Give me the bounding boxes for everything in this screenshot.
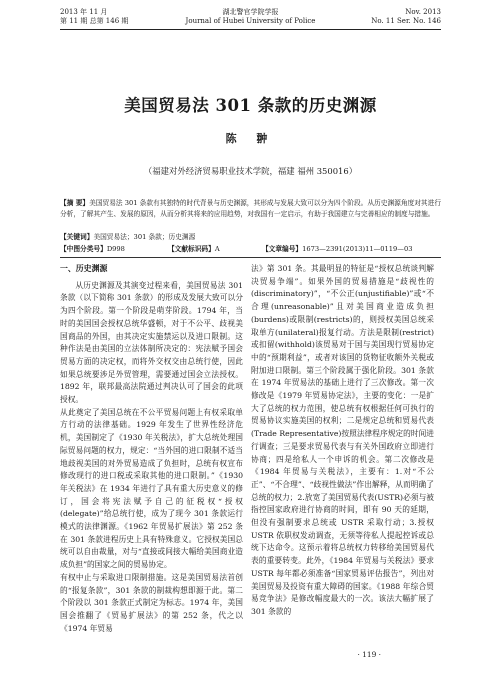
left-column [60,263,243,635]
abstract-label: 【摘 要】 [60,199,90,207]
abstract-rule [60,257,441,258]
header-issue-cn: 第 11 期 总第 146 期 [60,17,129,25]
body-paragraph: 法》第 301 条。其最明显的特征是“授权总统谈判解决贸易争端”。如果外国的贸易措施是“歧视性的(discriminatory)”，“不公正(unjustifiable)”或“不合理(unreasonable)”且对美国商业造成负担(burdens)或限制(restricts)的，则授权美国总统采取单方(unilateral)报复行动。方法是限制(restrict)或扣留(withhold)该贸易对于国与美国现行贸易协定中的“预期利益”，或者对该国的货物征收额外关税或附加进口限制。第三个阶段属于强化阶段。301 条款在 1974 年贸易法的基础上进行了三次修改。第一次修改是《1979 年贸易协定法》，主要的变化：一是扩大了总统的权力范围，使总统有权根据任何可执行的贸易协议实施美国的权利；二是规定总统和贸易代表(Trade Representative)按照法律程序规定的时间进行调查；三是要求贸易代表与有关外国政府立即进行协商；四是给私人一个申诉的机会。第二次修改是《1984 年贸易与关税法》，主要有：1.对“不公正”、“不合理”、“歧视性做法”作出解释，从而明确了总统的权力；2.放宽了美国贸易代表(USTR)必须与被指控国家政府进行协商的时间，即有 90 天的延期，但没有强制要求总统或 USTR 采取行动；3.授权 USTR 依职权发动调查，无须等待私人提起控诉或总统下达命令。这预示着将总统权力转移给美国贸易代表的重要转变。此外，《1984 年贸易与关税法》要求 USTR 每年都必须准备“国家贸易评估报告”，列出对美国贸易及投资有重大障碍的国家。《1988 年综合贸易竞争法》是修改幅度最大的一次。该法大幅扩展了 301 条款的 [251,264,434,616]
article-id: 【文章编号】1673—2391(2013)11—0119—03 [262,245,413,253]
body-paragraph: 从历史渊源及其演变过程来看，美国贸易法 301 条款（以下简称 301 条款）的形成及发展大致可以分为四个阶段。第一个阶段是萌芽阶段。1794 年，当时的美国国会授权总统华盛顿，对于不公平、歧视美国商品的外国，由其决定实施禁运以及进口限制。这种作法是由美国的立法体制所决定的：宪法赋予国会贸易方面的决定权，而将外交权交由总统行使，因此如果总统要涉足外贸管理，需要通过国会立法授权。1892 年，联邦最高法院通过判决认可了国会的此项授权。 [60,280,243,405]
abstract [60,198,441,219]
clc-code: 【中图分类号】D998 [60,245,125,253]
header-journal-en: Journal of Hubei University of Police [185,17,316,25]
abstract-text: 美国贸易法 301 条款有其独特的时代背景与历史渊源，其形成与发展大致可以分为四个阶段。从历史渊源角度对其进行分析，了解其产生、发展的原因，从而分析其将来的应用趋势，对我国有一定启示，有助于我国建立与完善相应的制度与措施。 [60,199,442,218]
header-journal-cn: 湖北警官学院学报 [222,8,279,16]
right-column [251,263,434,619]
body-paragraph: 从此奠定了美国总统在不公平贸易问题上有权采取单方行动的法律基础。1929 年发生了世界性经济危机，美国制定了《1930 年关税法》，扩大总统处理国际贸易问题的权力，规定：“当外国的进口限制不适当地歧视美国的对外贸易造成了负担时，总统有权宣布修改现行的进口税或采取其他的进口限制。”《1930 年关税法》在 1934 年进行了具有重大历史意义的修订，国会将宪法赋予自己的征税权“授权(delegate)”给总统行使，成为了现今 301 条款运行模式的法律渊源。《1962 年贸易扩展法》第 252 条在 301 条款进程历史上具有特殊意义。它授权美国总统可以自由裁量，对与“直接或间接大幅给美国商业造成负担”的国家之间的贸易协定。 [60,407,243,570]
header-date-cn: 2013 年 11 月 [60,8,108,16]
body-paragraph: 有权中止与采取进口限制措施。这是美国贸易法首创的“报复条款”，301 条款的制裁构想即源于此。第二个阶段以 301 条款正式制定为标志。1974 年，美国国会推翻了《贸易扩展法》的第 252 条，代之以《1974 年贸易 [60,572,243,633]
keywords [60,232,441,243]
header-date-en: Nov. 2013 [405,8,441,16]
keywords-text: 美国贸易法；301 条款；历史渊源 [93,233,196,241]
author-affiliation: （福建对外经济贸易职业技术学院，福建 福州 350016） [143,166,358,176]
article-title: 美国贸易法 301 条款的历史渊源 [124,96,377,115]
article-author: 陈 翀 [225,132,276,145]
header-issue-en [371,8,441,26]
keywords-label: 【关键词】 [60,233,94,241]
document-code: 【文献标识码】A [168,245,220,253]
section-heading: 一、历史渊源 [60,264,108,273]
page-number: · 119 · [357,650,381,659]
header-series-en: No. 11 Ser. No. 146 [371,17,441,25]
header-rule [60,29,441,30]
